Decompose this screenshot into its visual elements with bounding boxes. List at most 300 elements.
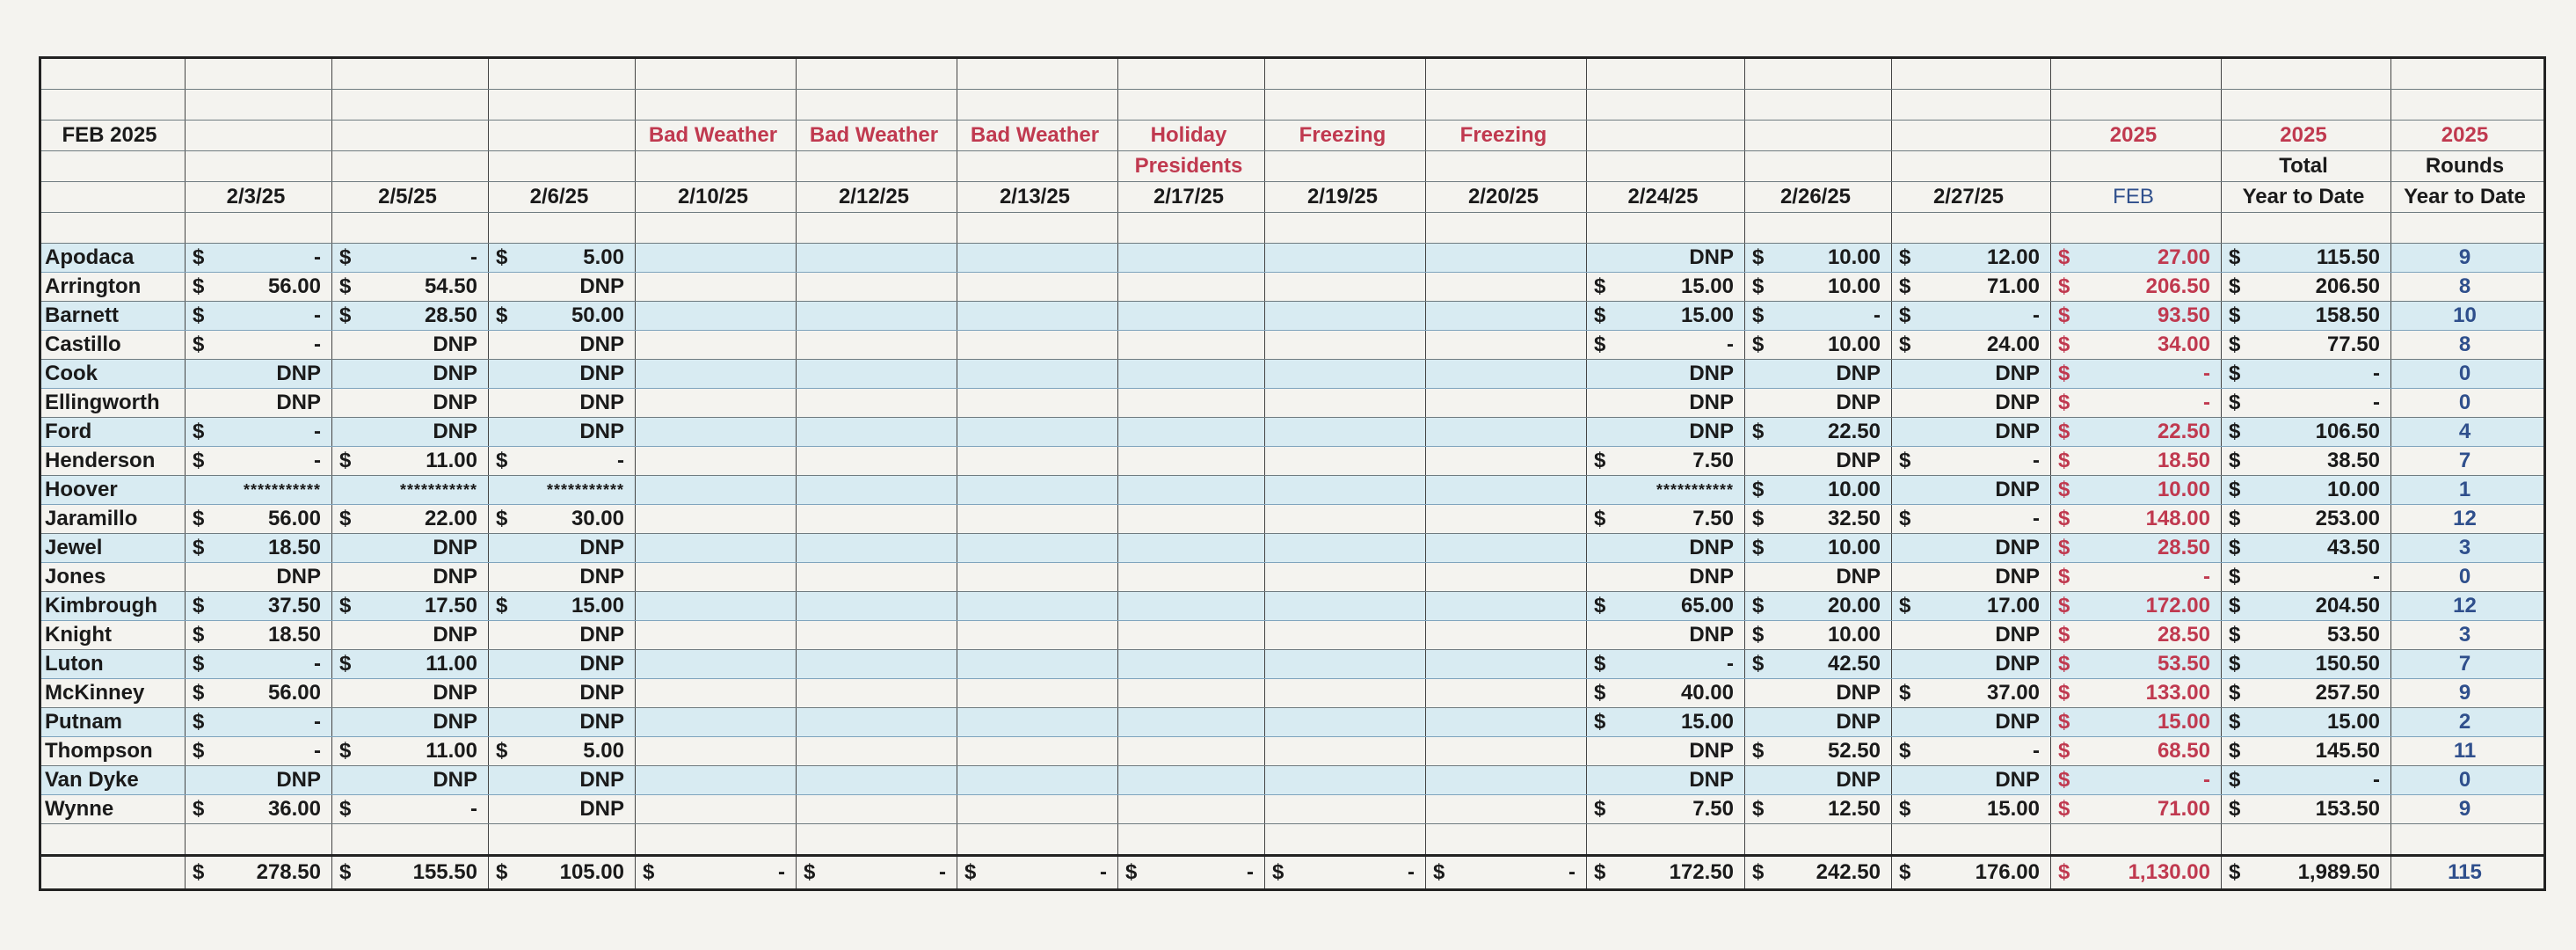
amount: -: [2033, 739, 2040, 763]
amount: 1,989.50: [2297, 860, 2380, 884]
value-cell: [186, 650, 332, 679]
amount: 37.50: [267, 594, 321, 618]
empty-cell: [2051, 213, 2222, 244]
amount: 28.50: [2157, 623, 2210, 647]
value-cell: [1118, 563, 1265, 592]
value-cell: DNP: [332, 331, 489, 360]
dollar-sign: $: [193, 449, 205, 472]
currency-value: [338, 650, 477, 678]
empty-cell: [40, 182, 186, 213]
value-cell: DNP: [186, 389, 332, 418]
currency-value: [2227, 534, 2380, 562]
value-cell: [186, 534, 332, 563]
date-header: Year to Date: [2391, 182, 2545, 213]
currency-value: [1592, 447, 1734, 475]
player-name: Knight: [40, 621, 186, 650]
dollar-sign: $: [2058, 797, 2070, 821]
amount: -: [314, 652, 321, 676]
amount: 115.50: [2316, 245, 2380, 269]
value-cell: [186, 505, 332, 534]
player-name: Van Dyke: [40, 766, 186, 795]
value-cell: [636, 592, 797, 621]
currency-value: [338, 592, 477, 620]
currency-value: [191, 505, 321, 533]
value-cell: [957, 389, 1118, 418]
dollar-sign: $: [193, 536, 205, 559]
dollar-sign: $: [2229, 303, 2241, 327]
amount: 5.00: [583, 245, 624, 269]
value-cell: [2222, 418, 2391, 447]
value-cell: [797, 621, 957, 650]
sub-header: [1892, 151, 2051, 182]
value-cell: [332, 505, 489, 534]
sub-header: [797, 151, 957, 182]
dollar-sign: $: [2229, 594, 2241, 618]
value-cell: [1426, 476, 1587, 505]
player-row: [40, 621, 2545, 650]
value-cell: DNP: [1745, 563, 1892, 592]
amount: 34.00: [2157, 332, 2210, 356]
dollar-sign: $: [2058, 449, 2070, 472]
status-header: Bad Weather: [797, 121, 957, 151]
empty-cell: [2391, 90, 2545, 121]
value-cell: [2051, 389, 2222, 418]
value-cell: [636, 505, 797, 534]
currency-value: [191, 244, 321, 272]
status-header: [1587, 121, 1745, 151]
empty-cell: [332, 824, 489, 856]
value-cell: [1265, 302, 1426, 331]
value-cell: [1587, 650, 1745, 679]
amount: 242.50: [1816, 860, 1881, 884]
player-row: [40, 737, 2545, 766]
value-cell: [2222, 766, 2391, 795]
empty-cell: [186, 90, 332, 121]
currency-value: [1897, 795, 2040, 823]
currency-value: [191, 737, 321, 765]
value-cell: [2222, 563, 2391, 592]
value-cell: [636, 476, 797, 505]
value-cell: [1426, 447, 1587, 476]
currency-value: [191, 447, 321, 475]
value-cell: [1265, 708, 1426, 737]
value-cell: [2222, 795, 2391, 824]
value-cell: 10: [2391, 302, 2545, 331]
date-header: 2/13/25: [957, 182, 1118, 213]
dollar-sign: $: [1899, 449, 1911, 472]
currency-value: [2227, 360, 2380, 388]
empty-cell: [1265, 213, 1426, 244]
dollar-sign: $: [1752, 274, 1765, 298]
amount: -: [470, 797, 477, 821]
amount: 56.00: [267, 274, 321, 298]
value-cell: [489, 244, 636, 273]
value-cell: DNP: [1892, 534, 2051, 563]
empty-cell: [40, 856, 186, 890]
amount: -: [1568, 860, 1575, 884]
dollar-sign: $: [339, 507, 352, 530]
value-cell: [2222, 679, 2391, 708]
value-cell: [1587, 592, 1745, 621]
currency-value: [1592, 592, 1734, 620]
status-header: [186, 121, 332, 151]
value-cell: DNP: [186, 766, 332, 795]
amount: 32.50: [1827, 507, 1881, 530]
empty-cell: [186, 213, 332, 244]
value-cell: [1426, 650, 1587, 679]
value-cell: [186, 795, 332, 824]
value-cell: 12: [2391, 505, 2545, 534]
value-cell: [2051, 621, 2222, 650]
value-cell: [1587, 505, 1745, 534]
amount: -: [2033, 449, 2040, 472]
currency-value: [2056, 273, 2210, 301]
amount: -: [314, 332, 321, 356]
currency-value: [494, 592, 624, 620]
player-name: Ford: [40, 418, 186, 447]
value-cell: [1745, 331, 1892, 360]
value-cell: [1265, 244, 1426, 273]
status-header: Bad Weather: [957, 121, 1118, 151]
dollar-sign: $: [2058, 768, 2070, 792]
value-cell: [2222, 708, 2391, 737]
value-cell: [1745, 505, 1892, 534]
player-name: Henderson: [40, 447, 186, 476]
currency-value: [191, 592, 321, 620]
amount: 28.50: [424, 303, 477, 327]
date-header: 2/19/25: [1265, 182, 1426, 213]
amount: 11.00: [426, 739, 477, 763]
sub-header: [1587, 151, 1745, 182]
dollar-sign: $: [193, 594, 205, 618]
value-cell: [186, 273, 332, 302]
date-header: 2/10/25: [636, 182, 797, 213]
amount: 54.50: [424, 274, 477, 298]
player-name: McKinney: [40, 679, 186, 708]
dollar-sign: $: [339, 594, 352, 618]
currency-value: [2056, 476, 2210, 504]
amount: 5.00: [583, 739, 624, 763]
dollar-sign: $: [193, 739, 205, 763]
value-cell: [1426, 737, 1587, 766]
dollar-sign: $: [2058, 623, 2070, 647]
value-cell: DNP: [1892, 389, 2051, 418]
dollar-sign: $: [339, 245, 352, 269]
currency-value: [191, 679, 321, 707]
value-cell: DNP: [489, 795, 636, 824]
currency-value: [1750, 273, 1881, 301]
header-sub-row: [40, 151, 2545, 182]
value-cell: DNP: [489, 679, 636, 708]
dollar-sign: $: [2229, 565, 2241, 588]
value-cell: [1265, 679, 1426, 708]
currency-value: [338, 737, 477, 765]
dollar-sign: $: [193, 710, 205, 734]
value-cell: [1265, 621, 1426, 650]
date-header: 2/20/25: [1426, 182, 1587, 213]
value-cell: DNP: [186, 563, 332, 592]
value-cell: [1745, 650, 1892, 679]
value-cell: [1265, 592, 1426, 621]
empty-cell: [1118, 213, 1265, 244]
empty-cell: [1265, 824, 1426, 856]
amount: -: [314, 245, 321, 269]
amount: 40.00: [1680, 681, 1734, 705]
amount: -: [2373, 768, 2380, 792]
dollar-sign: $: [1899, 797, 1911, 821]
amount: 206.50: [2315, 274, 2380, 298]
dollar-sign: $: [2229, 478, 2241, 501]
dollar-sign: $: [2058, 710, 2070, 734]
value-cell: [957, 331, 1118, 360]
player-name: Ellingworth: [40, 389, 186, 418]
date-header: 2/12/25: [797, 182, 957, 213]
value-cell: [797, 737, 957, 766]
status-header: Bad Weather: [636, 121, 797, 151]
sub-header: [1265, 151, 1426, 182]
amount: 24.00: [1986, 332, 2040, 356]
dollar-sign: $: [1752, 245, 1765, 269]
value-cell: [636, 389, 797, 418]
amount: 172.50: [1669, 860, 1734, 884]
dollar-sign: $: [2229, 623, 2241, 647]
dollar-sign: $: [2058, 362, 2070, 385]
amount: 15.00: [1680, 303, 1734, 327]
value-cell: [186, 418, 332, 447]
value-cell: DNP: [1587, 766, 1745, 795]
value-cell: [1118, 389, 1265, 418]
value-cell: [797, 418, 957, 447]
value-cell: [1118, 592, 1265, 621]
value-cell: DNP: [332, 389, 489, 418]
amount: 50.00: [571, 303, 624, 327]
dollar-sign: $: [2229, 739, 2241, 763]
value-cell: [1426, 302, 1587, 331]
currency-value: [2056, 244, 2210, 272]
value-cell: [1587, 708, 1745, 737]
value-cell: [957, 592, 1118, 621]
value-cell: [1265, 795, 1426, 824]
status-header: [332, 121, 489, 151]
value-cell: [1426, 244, 1587, 273]
amount: 105.00: [559, 860, 624, 884]
value-cell: [1265, 856, 1426, 890]
currency-value: [191, 418, 321, 446]
value-cell: [1426, 563, 1587, 592]
currency-value: [494, 859, 624, 887]
currency-value: [2227, 650, 2380, 678]
dollar-sign: $: [2229, 332, 2241, 356]
value-cell: [797, 360, 957, 389]
value-cell: [2051, 856, 2222, 890]
empty-cell: [957, 824, 1118, 856]
dollar-sign: $: [1125, 860, 1138, 884]
dollar-sign: $: [2229, 507, 2241, 530]
value-cell: [2222, 856, 2391, 890]
value-cell: [332, 592, 489, 621]
currency-value: [1897, 859, 2040, 887]
amount: 10.00: [1827, 478, 1881, 501]
currency-value: [1750, 592, 1881, 620]
sub-header: [957, 151, 1118, 182]
value-cell: [1892, 592, 2051, 621]
dollar-sign: $: [339, 274, 352, 298]
player-name: Wynne: [40, 795, 186, 824]
date-header: Year to Date: [2222, 182, 2391, 213]
currency-value: [1897, 244, 2040, 272]
currency-value: [2227, 795, 2380, 823]
currency-value: [2056, 534, 2210, 562]
value-cell: [2051, 360, 2222, 389]
value-cell: [1118, 737, 1265, 766]
dollar-sign: $: [2058, 507, 2070, 530]
currency-value: [2227, 679, 2380, 707]
currency-value: [1270, 859, 1415, 887]
player-name: Cook: [40, 360, 186, 389]
empty-cell: [1118, 824, 1265, 856]
empty-cell: [2222, 824, 2391, 856]
currency-value: [963, 859, 1107, 887]
currency-value: [1897, 679, 2040, 707]
value-cell: 0: [2391, 389, 2545, 418]
value-cell: [957, 360, 1118, 389]
value-cell: [957, 534, 1118, 563]
value-cell: [1265, 650, 1426, 679]
value-cell: 3: [2391, 621, 2545, 650]
status-header: 2025: [2051, 121, 2222, 151]
dollar-sign: $: [2229, 652, 2241, 676]
amount: 15.00: [1680, 710, 1734, 734]
amount: 71.00: [1986, 274, 2040, 298]
currency-value: [1897, 447, 2040, 475]
value-cell: 7: [2391, 650, 2545, 679]
value-cell: [1265, 273, 1426, 302]
currency-value: [338, 795, 477, 823]
value-cell: DNP: [186, 360, 332, 389]
value-cell: DNP: [489, 650, 636, 679]
value-cell: [2222, 273, 2391, 302]
status-header: [1892, 121, 2051, 151]
empty-cell: [957, 213, 1118, 244]
player-name: Apodaca: [40, 244, 186, 273]
amount: 15.00: [2326, 710, 2380, 734]
dollar-sign: $: [964, 860, 977, 884]
dollar-sign: $: [1594, 797, 1606, 821]
value-cell: [636, 621, 797, 650]
player-row: [40, 679, 2545, 708]
value-cell: 0: [2391, 563, 2545, 592]
dollar-sign: $: [2058, 536, 2070, 559]
value-cell: DNP: [489, 708, 636, 737]
dollar-sign: $: [193, 507, 205, 530]
empty-cell: [1426, 90, 1587, 121]
amount: -: [1100, 860, 1107, 884]
amount: 52.50: [1827, 739, 1881, 763]
currency-value: [1897, 331, 2040, 359]
currency-value: [2227, 505, 2380, 533]
dollar-sign: $: [1752, 623, 1765, 647]
amount: 56.00: [267, 507, 321, 530]
sub-header: Presidents: [1118, 151, 1265, 182]
dollar-sign: $: [1594, 681, 1606, 705]
sub-header: Rounds: [2391, 151, 2545, 182]
value-cell: [2222, 650, 2391, 679]
value-cell: [1118, 708, 1265, 737]
amount: -: [2033, 507, 2040, 530]
currency-value: [2056, 621, 2210, 649]
value-cell: [957, 795, 1118, 824]
value-cell: [2051, 650, 2222, 679]
currency-value: [338, 447, 477, 475]
value-cell: DNP: [1745, 447, 1892, 476]
player-row: [40, 302, 2545, 331]
value-cell: [1892, 447, 2051, 476]
value-cell: [489, 302, 636, 331]
value-cell: [797, 563, 957, 592]
player-row: [40, 476, 2545, 505]
empty-cell: [1892, 213, 2051, 244]
value-cell: [489, 505, 636, 534]
amount: 172.00: [2145, 594, 2210, 618]
value-cell: [1118, 679, 1265, 708]
value-cell: [1745, 273, 1892, 302]
dollar-sign: $: [1752, 860, 1765, 884]
value-cell: [1265, 766, 1426, 795]
value-cell: [1587, 679, 1745, 708]
value-cell: [1426, 273, 1587, 302]
value-cell: [2051, 505, 2222, 534]
amount: -: [1727, 332, 1734, 356]
dollar-sign: $: [1899, 739, 1911, 763]
value-cell: [797, 331, 957, 360]
currency-value: [1750, 302, 1881, 330]
value-cell: [1118, 476, 1265, 505]
player-row: [40, 563, 2545, 592]
player-name: Luton: [40, 650, 186, 679]
player-row: [40, 331, 2545, 360]
dollar-sign: $: [1433, 860, 1445, 884]
value-cell: DNP: [332, 563, 489, 592]
value-cell: [1745, 534, 1892, 563]
value-cell: [186, 737, 332, 766]
blank-row-spacer: [40, 213, 2545, 244]
dollar-sign: $: [496, 594, 508, 618]
currency-value: [2056, 708, 2210, 736]
amount: -: [2203, 362, 2210, 385]
dollar-sign: $: [2229, 860, 2241, 884]
value-cell: [797, 476, 957, 505]
value-cell: [1892, 273, 2051, 302]
currency-value: [1897, 592, 2040, 620]
value-cell: DNP: [1745, 389, 1892, 418]
value-cell: [2051, 476, 2222, 505]
currency-value: [191, 859, 321, 887]
value-cell: DNP: [332, 708, 489, 737]
empty-cell: [1745, 213, 1892, 244]
amount: 7.50: [1692, 797, 1734, 821]
value-cell: [797, 592, 957, 621]
currency-value: [191, 273, 321, 301]
currency-value: [1592, 650, 1734, 678]
blank-row-bottom: [40, 824, 2545, 856]
value-cell: DNP: [489, 331, 636, 360]
value-cell: [1118, 331, 1265, 360]
value-cell: [2222, 505, 2391, 534]
currency-value: [1897, 302, 2040, 330]
amount: -: [2203, 391, 2210, 414]
value-cell: [489, 592, 636, 621]
currency-value: [338, 505, 477, 533]
